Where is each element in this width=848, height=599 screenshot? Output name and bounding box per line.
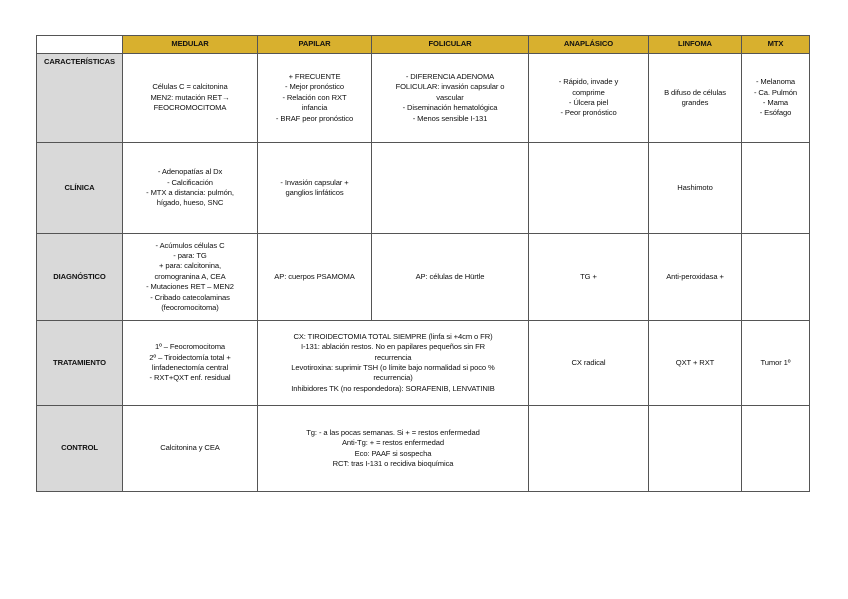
cell-diagnostico-papilar: AP: cuerpos PSAMOMA	[258, 234, 372, 321]
row-header-control: CONTROL	[37, 406, 123, 492]
row-diagnostico	[37, 234, 810, 321]
column-header-mtx: MTX	[742, 36, 810, 54]
cell-tratamiento-papilar-folicular: CX: TIROIDECTOMIA TOTAL SIEMPRE (linfa si +4cm o FR) I-131: ablación restos. No en papilares pequeños sin FR recurrencia Levotiroxina: suprimir TSH (o límite bajo normalidad si poco % recurrencia) Inhibidores TK (no respondedora): SORAFENIB, LENVATINIB	[258, 321, 529, 406]
cell-diagnostico-linfoma: Anti-peroxidasa +	[649, 234, 742, 321]
column-header-linfoma: LINFOMA	[649, 36, 742, 54]
row-clinica	[37, 143, 810, 234]
cell-caracteristicas-linfoma: B difuso de células grandes	[649, 54, 742, 143]
cell-clinica-papilar: - Invasión capsular + ganglios linfáticos	[258, 143, 372, 234]
row-caracteristicas	[37, 54, 810, 143]
row-header-clinica: CLÍNICA	[37, 143, 123, 234]
cell-control-medular: Calcitonina y CEA	[123, 406, 258, 492]
cell-clinica-medular: - Adenopatías al Dx - Calcificación - MTX a distancia: pulmón, hígado, hueso, SNC	[123, 143, 258, 234]
cell-diagnostico-folicular: AP: células de Hürtle	[372, 234, 529, 321]
cell-diagnostico-mtx	[742, 234, 810, 321]
thyroid-cancer-comparison-table	[36, 35, 810, 492]
column-header-papilar: PAPILAR	[258, 36, 372, 54]
cell-clinica-linfoma: Hashimoto	[649, 143, 742, 234]
cell-control-anaplasico	[529, 406, 649, 492]
row-header-tratamiento: TRATAMIENTO	[37, 321, 123, 406]
cell-clinica-anaplasico	[529, 143, 649, 234]
cell-diagnostico-medular: - Acúmulos células C - para: TG + para: calcitonina, cromogranina A, CEA - Mutaciones RET – MEN2 - Cribado catecolaminas (feocromocitoma)	[123, 234, 258, 321]
cell-control-mtx	[742, 406, 810, 492]
cell-caracteristicas-folicular: - DIFERENCIA ADENOMA FOLICULAR: invasión capsular o vascular - Diseminación hematológica - Menos sensible I-131	[372, 54, 529, 143]
cell-caracteristicas-anaplasico: - Rápido, invade y comprime - Úlcera piel - Peor pronóstico	[529, 54, 649, 143]
cell-tratamiento-linfoma: QXT + RXT	[649, 321, 742, 406]
row-control	[37, 406, 810, 492]
row-tratamiento	[37, 321, 810, 406]
cell-tratamiento-anaplasico: CX radical	[529, 321, 649, 406]
column-header-folicular: FOLICULAR	[372, 36, 529, 54]
column-header-anaplasico: ANAPLÁSICO	[529, 36, 649, 54]
cell-caracteristicas-papilar: + FRECUENTE - Mejor pronóstico - Relación con RXT infancia - BRAF peor pronóstico	[258, 54, 372, 143]
cell-caracteristicas-medular: Células C = calcitonina MEN2: mutación RET→ FEOCROMOCITOMA	[123, 54, 258, 143]
cell-caracteristicas-mtx: - Melanoma - Ca. Pulmón - Mama - Esófago	[742, 54, 810, 143]
cell-clinica-mtx	[742, 143, 810, 234]
column-header-medular: MEDULAR	[123, 36, 258, 54]
cell-tratamiento-mtx: Tumor 1º	[742, 321, 810, 406]
row-header-diagnostico: DIAGNÓSTICO	[37, 234, 123, 321]
corner-cell	[37, 36, 123, 54]
cell-clinica-folicular	[372, 143, 529, 234]
cell-tratamiento-medular: 1º – Feocromocitoma 2º – Tiroidectomía total + linfadenectomía central - RXT+QXT enf. residual	[123, 321, 258, 406]
cell-control-linfoma	[649, 406, 742, 492]
row-header-caracteristicas: CARACTERÍSTICAS	[37, 54, 123, 143]
header-row	[37, 36, 810, 54]
cell-control-papilar-folicular: Tg: - a las pocas semanas. Si + = restos enfermedad Anti-Tg: + = restos enfermedad Eco: PAAF si sospecha RCT: tras I-131 o recidiva bioquímica	[258, 406, 529, 492]
cell-diagnostico-anaplasico: TG +	[529, 234, 649, 321]
